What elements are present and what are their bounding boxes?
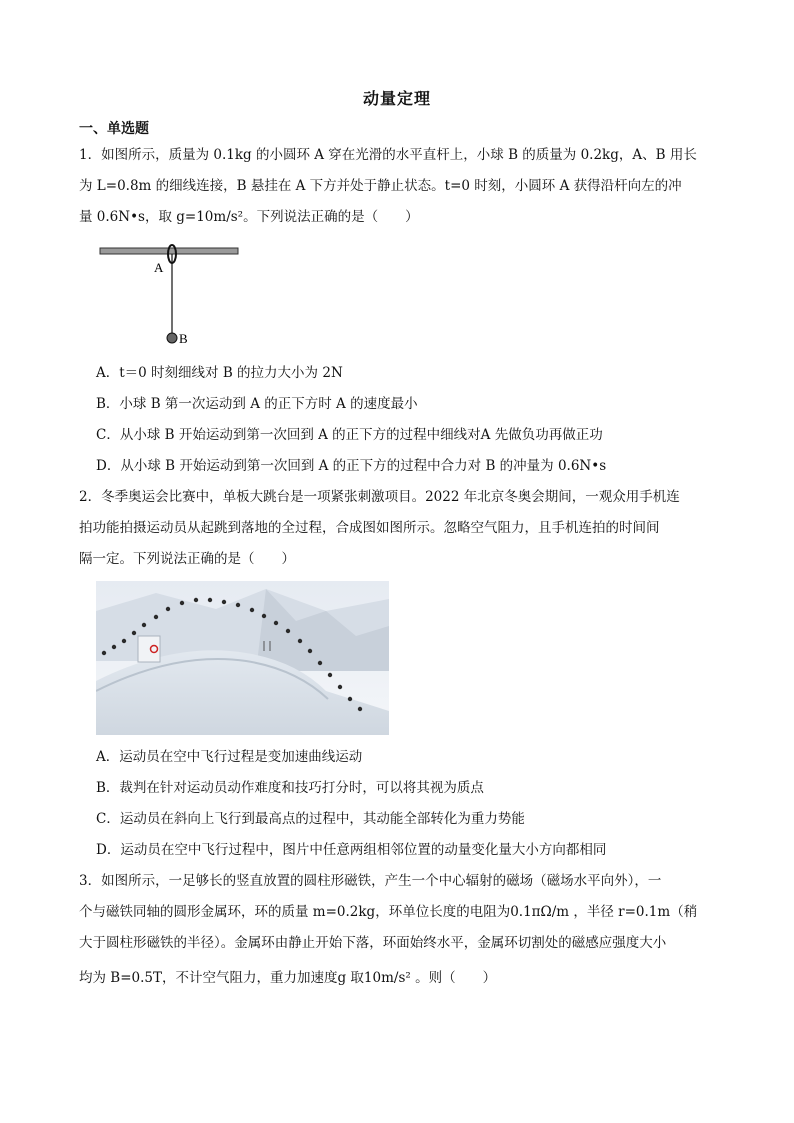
q2-stem-line-3: 隔一定。下列说法正确的是（ ）	[79, 551, 295, 567]
q2-option-a: A．运动员在空中飞行过程是变加速曲线运动	[96, 749, 363, 765]
q1-option-a: A．t＝0 时刻细线对 B 的拉力大小为 2N	[96, 365, 343, 381]
label-a: A	[154, 260, 164, 275]
q1-stem-line-3: 量 0.6N•s，取 g=10m/s²。下列说法正确的是（ ）	[79, 209, 419, 225]
q2-option-d: D．运动员在空中飞行过程中，图片中任意两组相邻位置的动量变化量大小方向都相同	[96, 842, 607, 858]
q1-ring-ball-figure	[96, 240, 246, 350]
kicker-ramp	[138, 636, 160, 662]
q1-option-d: D．从小球 B 开始运动到第一次回到 A 的正下方的过程中合力对 B 的冲量为 0.6N•s	[96, 458, 607, 474]
q3-stem-line-4: 均为 B=0.5T，不计空气阻力，重力加速度g 取10m/s² 。则（ ）	[79, 970, 497, 986]
q1-option-c: C．从小球 B 开始运动到第一次回到 A 的正下方的过程中细线对A 先做负功再做正功	[96, 427, 603, 443]
section-heading: 一、单选题	[79, 121, 149, 137]
q3-stem-line-2: 个与磁铁同轴的圆形金属环，环的质量 m=0.2kg，环单位长度的电阻为0.1πΩ/m ，半径 r=0.1m（稍	[79, 904, 698, 920]
q3-stem-line-3: 大于圆柱形磁铁的半径）。金属环由静止开始下落，环面始终水平，金属环切割处的磁感应强度大小	[79, 935, 667, 951]
q1-option-b: B．小球 B 第一次运动到 A 的正下方时 A 的速度最小	[96, 396, 418, 412]
q2-stem-line-1: 2．冬季奥运会比赛中，单板大跳台是一项紧张刺激项目。2022 年北京冬奥会期间，一观众用手机连	[79, 489, 680, 505]
q2-snowboard-jump-photo	[96, 581, 389, 735]
label-b: B	[179, 331, 188, 346]
q1-stem-line-2: 为 L=0.8m 的细线连接，B 悬挂在 A 下方并处于静止状态。t=0 时刻，小圆环 A 获得沿杆向左的冲	[79, 178, 682, 194]
q1-stem-line-1: 1．如图所示，质量为 0.1kg 的小圆环 A 穿在光滑的水平直杆上，小球 B 的质量为 0.2kg，A、B 用长	[79, 147, 697, 163]
ball-b	[167, 333, 177, 343]
q2-stem-line-2: 拍功能拍摄运动员从起跳到落地的全过程，合成图如图所示。忽略空气阻力，且手机连拍的时间间	[79, 520, 660, 536]
q2-option-c: C．运动员在斜向上飞行到最高点的过程中，其动能全部转化为重力势能	[96, 811, 525, 827]
q3-stem-line-1: 3．如图所示，一足够长的竖直放置的圆柱形磁铁，产生一个中心辐射的磁场（磁场水平向外），一	[79, 873, 662, 889]
page-title: 动量定理	[362, 89, 431, 108]
q2-option-b: B．裁判在针对运动员动作难度和技巧打分时，可以将其视为质点	[96, 780, 484, 796]
